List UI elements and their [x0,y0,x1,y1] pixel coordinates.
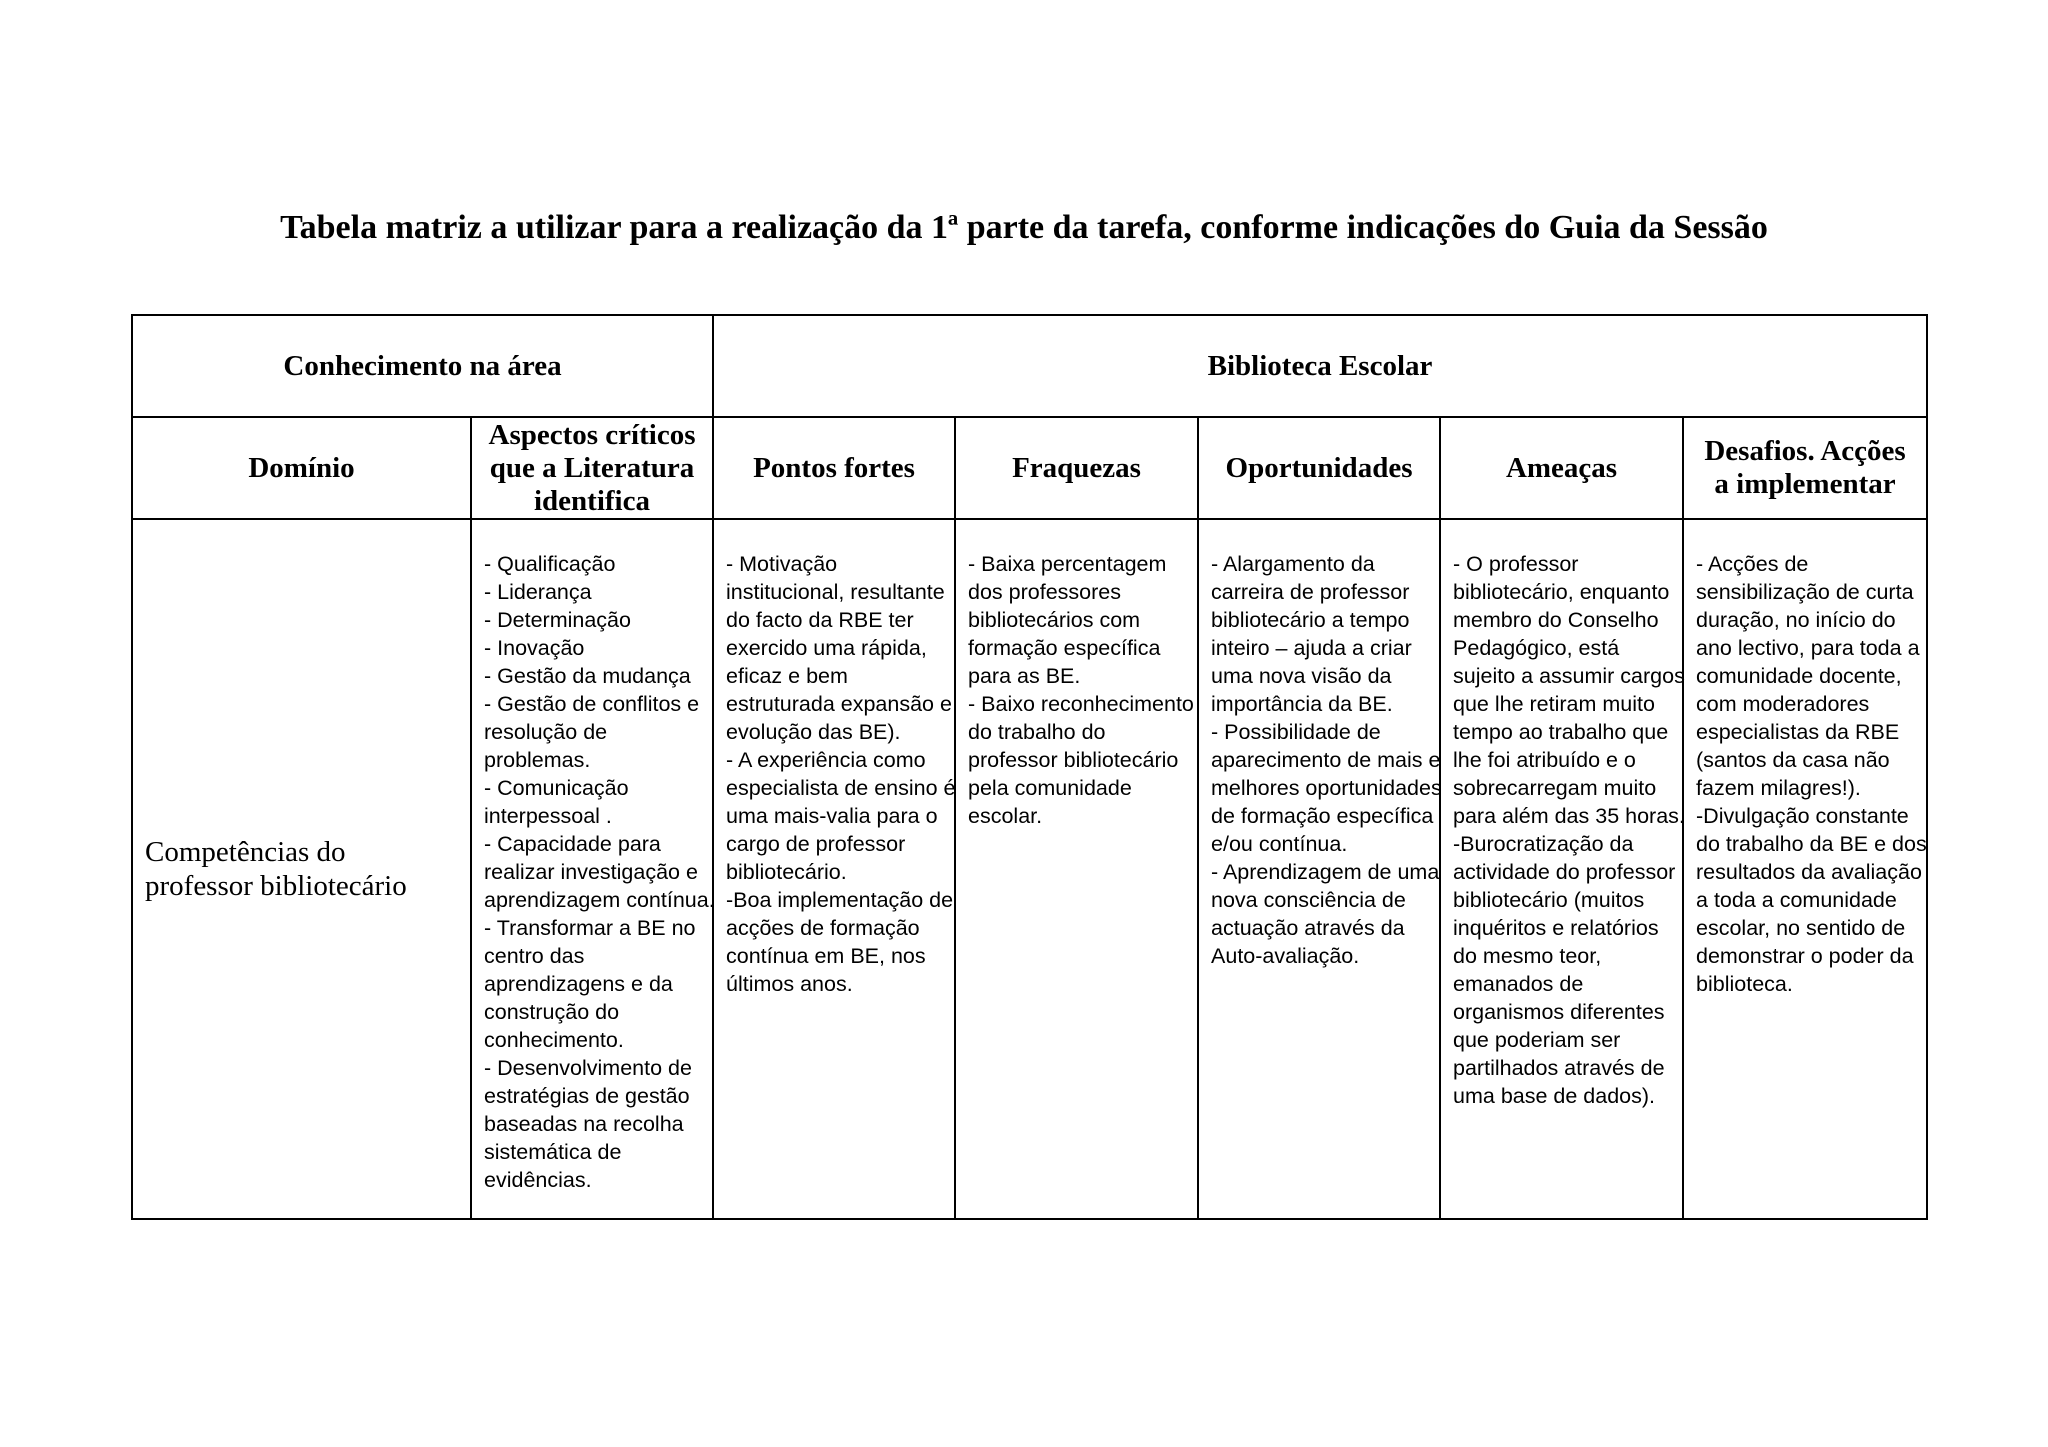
text-line: duração, no início do [1696,608,1896,632]
text-line: - Gestão de conflitos e [484,692,700,716]
text-line: - Inovação [484,636,585,660]
text-line: pela comunidade [968,776,1132,800]
column-header-aspectos [471,417,713,519]
text-line: baseadas na recolha [484,1112,684,1136]
text-line: do mesmo teor, [1453,944,1602,968]
table-row [132,519,1927,1219]
text-line: nova consciência de [1211,888,1406,912]
text-line: sobrecarregam muito [1453,776,1657,800]
text-line: do facto da RBE ter [726,608,914,632]
text-line: estruturada expansão e [726,692,952,716]
text-line: formação específica [968,636,1161,660]
cell-oportunidades [1198,519,1440,1219]
text-line: - Acções de [1696,552,1809,576]
group-header-row [132,315,1927,417]
text-line: -Burocratização da [1453,832,1634,856]
text-line: - Possibilidade de [1211,720,1381,744]
column-header-ameacas: Ameaças [1440,417,1683,519]
text-line: uma base de dados). [1453,1084,1656,1108]
text-line: de formação específica [1211,804,1434,828]
text-line: Pedagógico, está [1453,636,1620,660]
text-line: ano lectivo, para toda a [1696,636,1920,660]
text-line: construção do [484,1000,620,1024]
text-line: especialista de ensino é [726,776,956,800]
text-line: biblioteca. [1696,972,1793,996]
text-line: exercido uma rápida, [726,636,927,660]
text-line: bibliotecário. [726,860,847,884]
text-line: -Divulgação constante [1696,804,1909,828]
text-line: a implementar [1714,468,1896,500]
text-line: - Capacidade para [484,832,661,856]
text-line: bibliotecário a tempo [1211,608,1410,632]
text-line: Auto-avaliação. [1211,944,1360,968]
text-line: actividade do professor [1453,860,1676,884]
text-line: resolução de [484,720,608,744]
text-line: últimos anos. [726,972,853,996]
text-line: bibliotecário (muitos [1453,888,1645,912]
text-line: - Transformar a BE no [484,916,696,940]
text-line: - Comunicação [484,776,629,800]
text-line: para as BE. [968,664,1081,688]
text-line: que lhe retiram muito [1453,692,1655,716]
text-line: contínua em BE, nos [726,944,926,968]
text-line: - Baixo reconhecimento [968,692,1194,716]
text-line: que poderiam ser [1453,1028,1621,1052]
text-line: - Baixa percentagem [968,552,1167,576]
text-line: eficaz e bem [726,664,848,688]
text-line: Desafios. Acções [1704,435,1906,467]
text-line: especialistas da RBE [1696,720,1900,744]
text-line: cargo de professor [726,832,906,856]
text-line: Aspectos críticos [488,418,696,451]
cell-dominio [132,519,471,1219]
text-line: - Aprendizagem de uma [1211,860,1440,884]
text-line: a toda a comunidade [1696,888,1897,912]
text-line: do trabalho do [968,720,1106,744]
column-header-desafios [1683,417,1927,519]
cell-ameacas [1440,519,1683,1219]
text-line: escolar. [968,804,1043,828]
text-line: identifica [534,484,650,517]
text-line: melhores oportunidades [1211,776,1442,800]
text-line: centro das [484,944,585,968]
text-line: aparecimento de mais e [1211,748,1441,772]
text-line: membro do Conselho [1453,608,1659,632]
column-header-fraquezas: Fraquezas [955,417,1198,519]
text-line: demonstrar o poder da [1696,944,1914,968]
text-line: (santos da casa não [1696,748,1890,772]
column-header-pontos-fortes: Pontos fortes [713,417,955,519]
group-header-knowledge: Conhecimento na área [132,315,713,417]
text-line: que a Literatura [489,451,695,484]
text-line: - Gestão da mudança [484,664,691,688]
text-line: realizar investigação e [484,860,698,884]
swot-matrix-table [131,314,1928,1220]
column-header-oportunidades: Oportunidades [1198,417,1440,519]
text-line: uma mais-valia para o [726,804,938,828]
text-line: - Determinação [484,608,631,632]
cell-desafios [1683,519,1927,1219]
text-line: aprendizagem contínua. [484,888,715,912]
text-line: sistemática de [484,1140,622,1164]
text-line: importância da BE. [1211,692,1393,716]
text-line: - Desenvolvimento de [484,1056,692,1080]
text-line: professor bibliotecário [968,748,1179,772]
text-line: - Motivação [726,552,838,576]
text-line: comunidade docente, [1696,664,1902,688]
text-line: carreira de professor [1211,580,1410,604]
cell-aspectos [471,519,713,1219]
text-line: dos professores [968,580,1121,604]
group-header-library: Biblioteca Escolar [713,315,1927,417]
text-line: - Alargamento da [1211,552,1375,576]
text-line: - A experiência como [726,748,926,772]
text-line: actuação através da [1211,916,1405,940]
text-line: interpessoal . [484,804,612,828]
text-line: bibliotecários com [968,608,1141,632]
text-line: para além das 35 horas. [1453,804,1685,828]
text-line: problemas. [484,748,591,772]
text-line: partilhados através de [1453,1056,1665,1080]
text-line: e/ou contínua. [1211,832,1348,856]
text-line: aprendizagens e da [484,972,673,996]
text-line: escolar, no sentido de [1696,916,1906,940]
text-line: uma nova visão da [1211,664,1392,688]
text-line: organismos diferentes [1453,1000,1665,1024]
text-line: sujeito a assumir cargos [1453,664,1685,688]
cell-pontos-fortes [713,519,955,1219]
column-header-dominio: Domínio [132,417,471,519]
text-line: acções de formação [726,916,920,940]
text-line: Competências do [145,836,346,868]
text-line: evolução das BE). [726,720,901,744]
text-line: -Boa implementação de [726,888,954,912]
text-line: - O professor [1453,552,1579,576]
document-title: Tabela matriz a utilizar para a realização da 1ª parte da tarefa, conforme indicações do Guia da Sessão [280,209,1768,246]
text-line: estratégias de gestão [484,1084,690,1108]
text-line: sensibilização de curta [1696,580,1914,604]
text-line: - Qualificação [484,552,616,576]
column-header-row [132,417,1927,519]
text-line: inteiro – ajuda a criar [1211,636,1412,660]
text-line: conhecimento. [484,1028,624,1052]
text-line: bibliotecário, enquanto [1453,580,1670,604]
text-line: professor bibliotecário [145,870,407,902]
text-line: evidências. [484,1168,592,1192]
text-line: emanados de [1453,972,1584,996]
text-line: tempo ao trabalho que [1453,720,1669,744]
text-line: com moderadores [1696,692,1870,716]
text-line: inquéritos e relatórios [1453,916,1659,940]
text-line: - Liderança [484,580,592,604]
text-line: lhe foi atribuído e o [1453,748,1636,772]
text-line: institucional, resultante [726,580,945,604]
text-line: fazem milagres!). [1696,776,1861,800]
text-line: do trabalho da BE e dos [1696,832,1927,856]
text-line: resultados da avaliação [1696,860,1922,884]
cell-fraquezas [955,519,1198,1219]
